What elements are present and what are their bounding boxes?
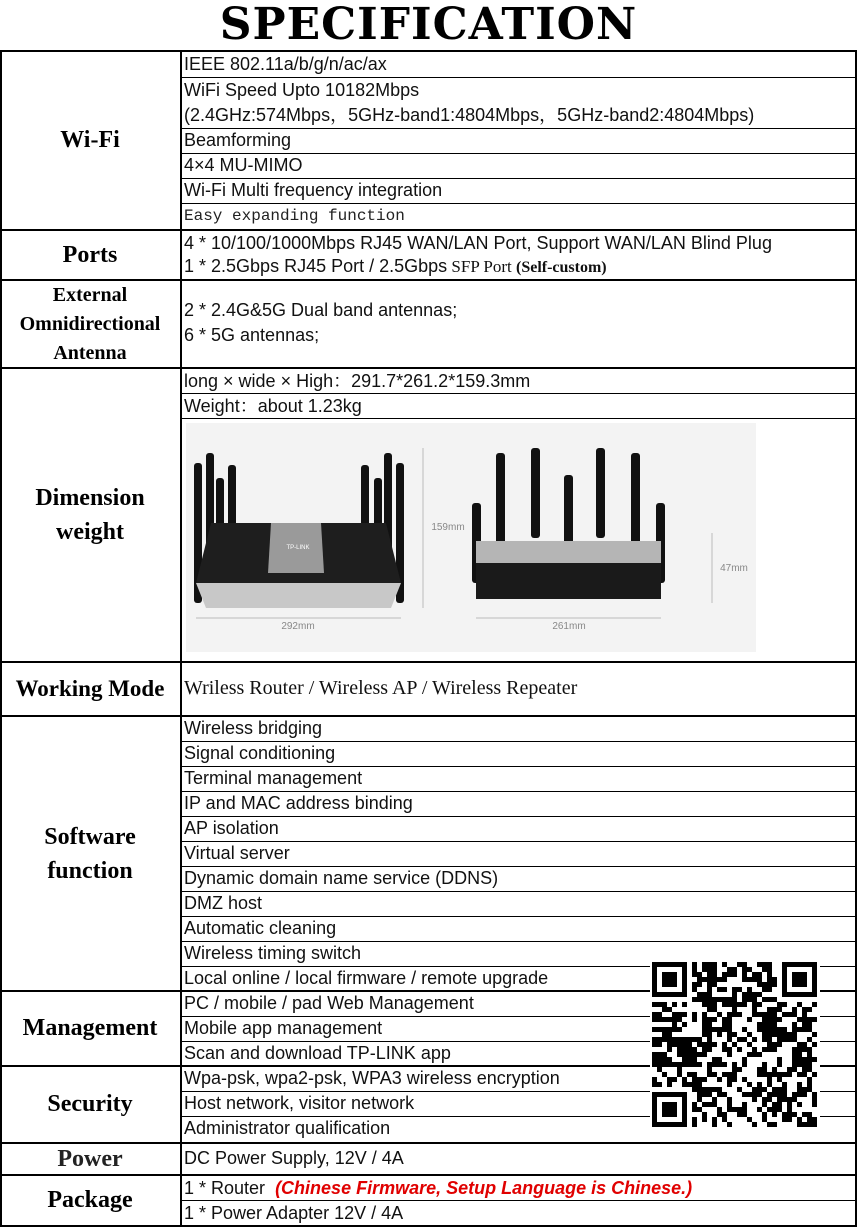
software-label-line-2: function (47, 857, 133, 884)
router-front-view (194, 448, 465, 632)
router-side-top (476, 541, 661, 563)
section-label-security: Security (47, 1091, 133, 1117)
software-item: DMZ host (184, 893, 263, 913)
page-title: SPECIFICATION (219, 0, 638, 50)
working-mode-value: Wriless Router / Wireless AP / Wireless Repeater (184, 677, 578, 699)
qr-code-icon[interactable] (650, 962, 820, 1128)
router-photo (186, 423, 756, 652)
software-item: Dynamic domain name service (DDNS) (184, 868, 499, 888)
wifi-mimo: 4×4 MU-MIMO (184, 155, 303, 175)
section-label-dimension (0, 369, 180, 661)
section-label-power: Power (57, 1145, 123, 1172)
wifi-band-speeds: (2.4GHz:574Mbps，5GHz-band1:4804Mbps，5GHz-band2:4804Mbps) (184, 105, 755, 125)
package-router (184, 1176, 692, 1201)
section-label-wifi: Wi-Fi (60, 127, 120, 153)
antenna-5g: 6 * 5G antennas; (184, 325, 320, 345)
ports-sfp-text: SFP Port (447, 257, 516, 276)
antenna-label-line-1: External (52, 283, 128, 306)
software-item: Signal conditioning (184, 743, 336, 763)
antenna-icon (631, 453, 640, 553)
wifi-beamforming: Beamforming (184, 130, 292, 150)
antenna-label-line-2: Omnidirectional (19, 312, 161, 335)
row-divider (180, 891, 857, 892)
router-illustration (186, 423, 756, 652)
software-label-line-1: Software (44, 823, 136, 850)
security-item: Administrator qualification (184, 1118, 391, 1138)
wifi-multi-frequency: Wi-Fi Multi frequency integration (184, 180, 443, 200)
ports-self-custom: (Self-custom) (515, 259, 607, 276)
package-adapter: 1 * Power Adapter 12V / 4A (184, 1203, 404, 1223)
wifi-standard: IEEE 802.11a/b/g/n/ac/ax (184, 54, 387, 74)
section-label-antenna (0, 281, 180, 367)
height-label: 159mm (431, 522, 465, 533)
software-item: Automatic cleaning (184, 918, 337, 938)
side-height-label: 47mm (720, 563, 748, 574)
router-side-view (472, 448, 748, 632)
antenna-label-line-3: Antenna (53, 341, 127, 364)
security-item: Wpa-psk, wpa2-psk, WPA3 wireless encryption (184, 1068, 560, 1088)
section-label-software (0, 717, 180, 990)
ports-gigabit: 4 * 10/100/1000Mbps RJ45 WAN/LAN Port, Support WAN/LAN Blind Plug (184, 233, 772, 253)
package-router-text: 1 * Router (184, 1178, 266, 1198)
section-label-working-mode: Working Mode (15, 676, 165, 701)
router-front-panel (196, 583, 401, 608)
antenna-icon (531, 448, 540, 538)
management-item: Scan and download TP-LINK app (184, 1043, 451, 1063)
software-item: IP and MAC address binding (184, 793, 413, 813)
ports-2-5g-text: 1 * 2.5Gbps RJ45 Port / 2.5Gbps (184, 256, 448, 276)
software-item: Wireless timing switch (184, 943, 362, 963)
power-value: DC Power Supply, 12V / 4A (184, 1148, 404, 1168)
antenna-icon (496, 453, 505, 553)
antenna-icon (596, 448, 605, 538)
software-item: Virtual server (184, 843, 290, 863)
router-side-body (476, 563, 661, 599)
antenna-dual-band: 2 * 2.4G&5G Dual band antennas; (184, 300, 458, 320)
qr-code-graphic (650, 962, 820, 1128)
management-item: Mobile app management (184, 1018, 383, 1038)
section-label-package: Package (47, 1187, 133, 1213)
software-item: Wireless bridging (184, 718, 323, 738)
dimension-size: long × wide × High：291.7*261.2*159.3mm (184, 371, 531, 391)
security-item: Host network, visitor network (184, 1093, 415, 1113)
dimension-label-line-1: Dimension (35, 485, 145, 511)
section-label-ports: Ports (62, 241, 118, 268)
section-label-management: Management (22, 1015, 158, 1041)
ports-2-5g (184, 254, 607, 279)
dimension-weight: Weight：about 1.23kg (184, 396, 362, 416)
software-item: AP isolation (184, 818, 279, 838)
width-label: 292mm (281, 621, 315, 632)
router-brand-logo: TP-LINK (286, 545, 310, 551)
dimension-label-line-2: weight (56, 519, 124, 545)
package-firmware-note: (Chinese Firmware, Setup Language is Chinese.) (275, 1178, 693, 1198)
depth-label: 261mm (552, 621, 586, 632)
software-item: Terminal management (184, 768, 363, 788)
wifi-expanding: Easy expanding function (184, 207, 405, 225)
software-item: Local online / local firmware / remote upgrade (184, 968, 549, 988)
management-item: PC / mobile / pad Web Management (184, 993, 474, 1013)
wifi-speed: WiFi Speed Upto 10182Mbps (184, 80, 420, 100)
column-divider (180, 50, 182, 1227)
row-divider (180, 816, 857, 817)
